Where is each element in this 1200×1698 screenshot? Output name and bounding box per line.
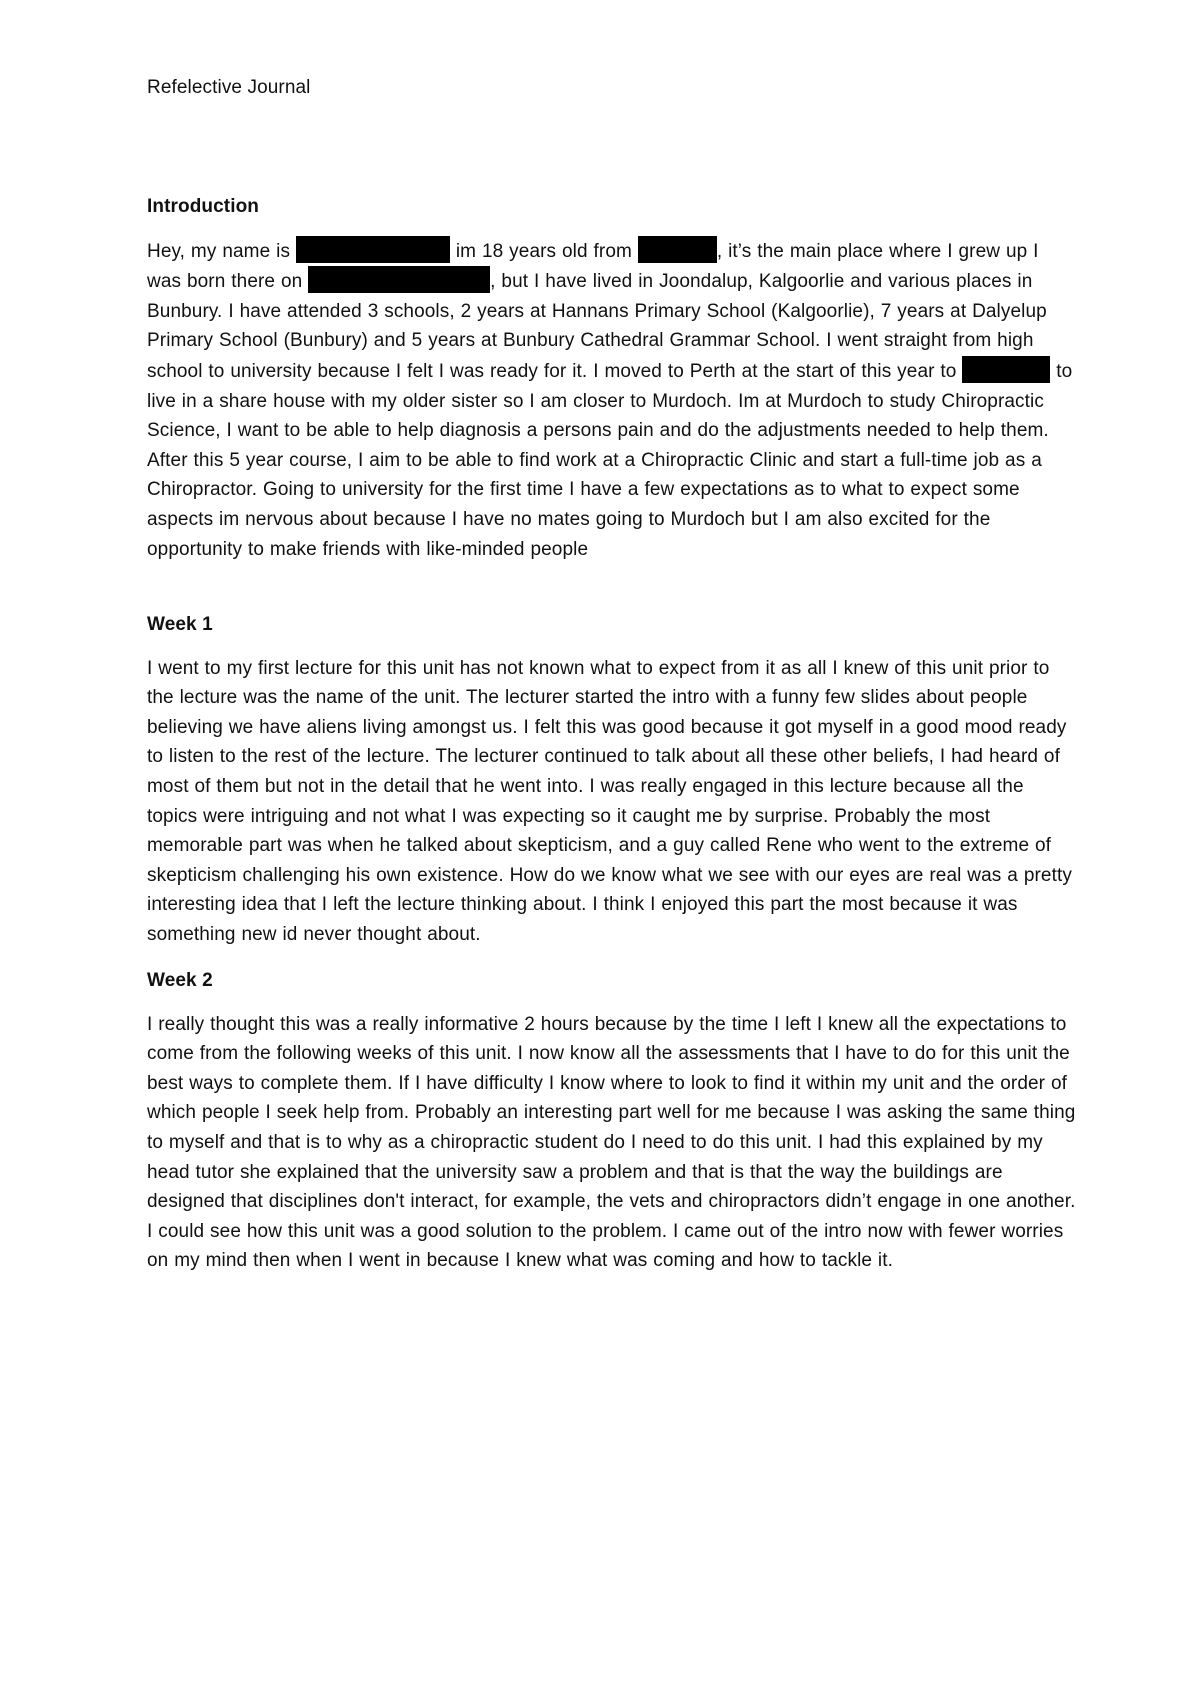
week-2-section <box>147 966 1077 1276</box>
intro-text-2: im 18 years old from <box>449 240 638 262</box>
redacted-hometown <box>638 236 717 263</box>
document-title: Refelective Journal <box>147 77 311 98</box>
week-2-heading: Week 2 <box>147 970 213 991</box>
intro-text-3: , it’s the main place where I grew up I was born there on <box>147 240 1039 293</box>
intro-text-5: to live in a share house with my older sister so I am closer to Murdoch. Im at Murdoch to study Chiropractic Science, I want to be able to help diagnosis a persons pain and do the adjustments needed to help them. After this 5 year course, I aim to be able to find work at a Chiropractic Clinic and start a full-time job as a Chiropractor. Going to university for the first time I have a few expectations as to what to expect some aspects im nervous about because I have no mates going to Murdoch but I am also excited for the opportunity to make friends with like-minded people <box>147 360 1073 560</box>
introduction-paragraph <box>147 236 1077 565</box>
week-1-section <box>147 610 1077 950</box>
week-1-paragraph: I went to my first lecture for this unit has not known what to expect from it as all I knew of this unit prior to the lecture was the name of the unit. The lecturer started the intro with a funny few slides about people believing we have aliens living amongst us. I felt this was good because it got myself in a good mood ready to listen to the rest of the lecture. The lecturer continued to talk about all these other beliefs, I had heard of most of them but not in the detail that he went into. I was really engaged in this lecture because all the topics were intriguing and not what I was expecting so it caught me by surprise. Probably the most memorable part was when he talked about skepticism, and a guy called Rene who went to the extreme of skepticism challenging his own existence. How do we know what we see with our eyes are real was a pretty interesting idea that I left the lecture thinking about. I think I enjoyed this part the most because it was something new id never thought about. <box>147 657 1072 945</box>
introduction-heading: Introduction <box>147 196 260 217</box>
redacted-suburb <box>962 356 1050 383</box>
week-1-heading: Week 1 <box>147 614 213 635</box>
redacted-birthdate <box>308 266 490 293</box>
introduction-section <box>147 192 1077 564</box>
intro-text-4: , but I have lived in Joondalup, Kalgoorlie and various places in Bunbury. I have attended 3 schools, 2 years at Hannans Primary School (Kalgoorlie), 7 years at Dalyelup Primary School (Bunbury) and 5 years at Bunbury Cathedral Grammar School. I went straight from high school to university because I felt I was ready for it. I moved to Perth at the start of this year to <box>147 271 1047 382</box>
redacted-name <box>296 236 450 263</box>
intro-text-1: Hey, my name is <box>147 240 296 262</box>
week-2-paragraph: I really thought this was a really informative 2 hours because by the time I left I knew all the expectations to come from the following weeks of this unit. I now know all the assessments that I have to do for this unit the best ways to complete them. If I have difficulty I know where to look to find it within my unit and the order of which people I seek help from. Probably an interesting part well for me because I was asking the same thing to myself and that is to why as a chiropractic student do I need to do this unit. I had this explained by my head tutor she explained that the university saw a problem and that is that the way the buildings are designed that disciplines don't interact, for example, the vets and chiropractors didn’t engage in one another. I could see how this unit was a good solution to the problem. I came out of the intro now with fewer worries on my mind then when I went in because I knew what was coming and how to tackle it. <box>147 1013 1076 1272</box>
